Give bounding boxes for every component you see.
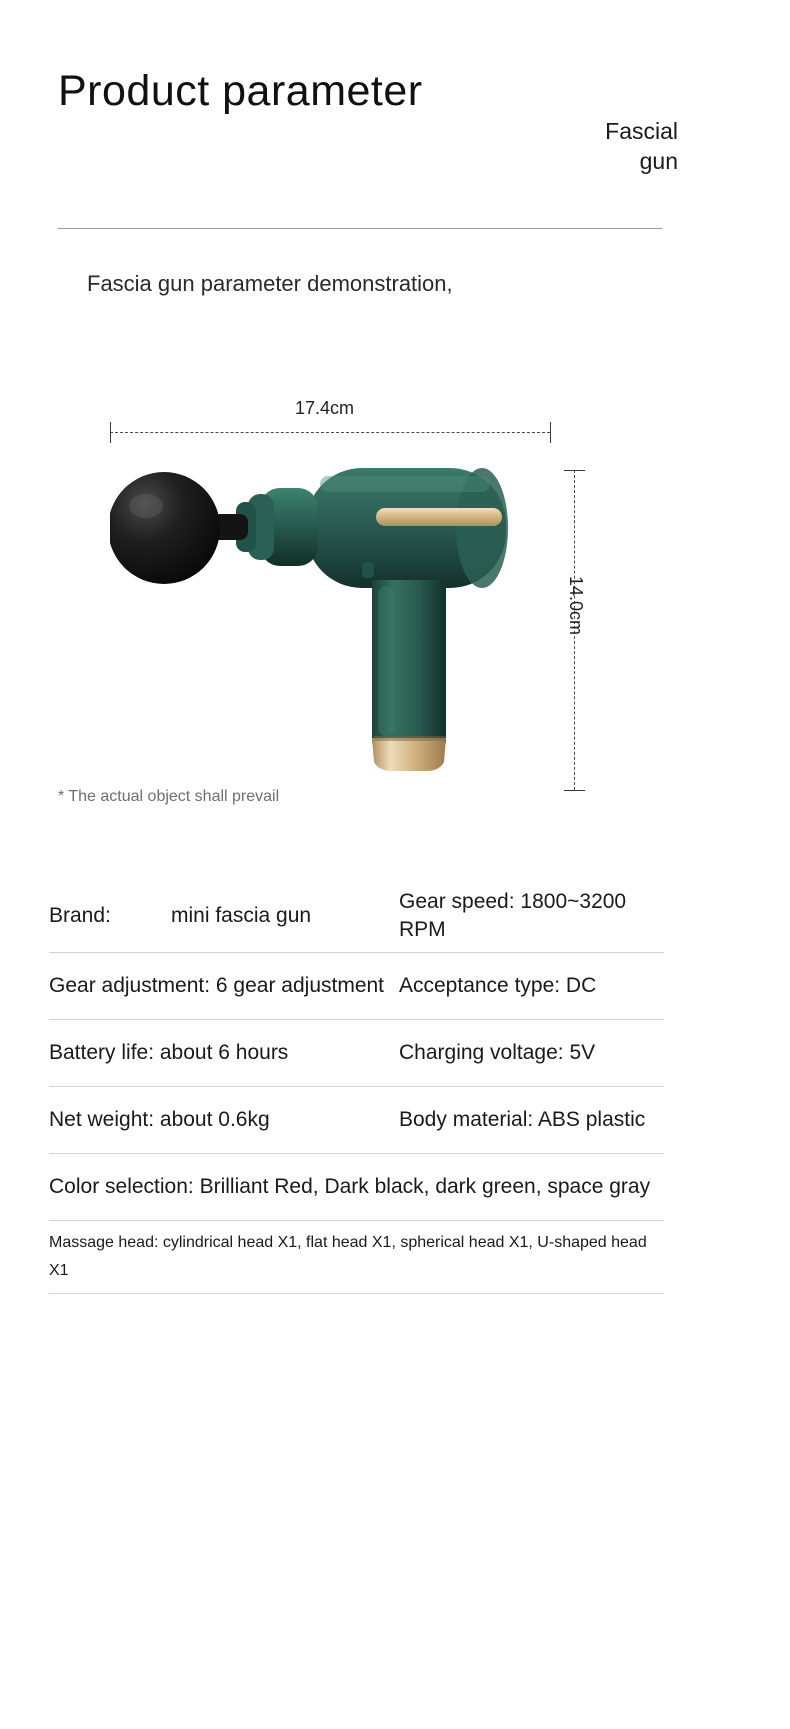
page-subtitle: Fascia gun parameter demonstration, — [87, 271, 453, 296]
page-header — [58, 62, 678, 192]
table-row — [49, 880, 664, 953]
spec-cell-brand — [49, 894, 399, 938]
product-category-line2: gun — [639, 148, 678, 174]
spec-cell-acceptance-type: Acceptance type: DC — [399, 974, 597, 997]
page-title: Product parameter — [58, 67, 423, 115]
width-dimension-label: 17.4cm — [295, 398, 355, 418]
table-row — [49, 953, 664, 1020]
header-divider — [58, 228, 662, 229]
table-row — [49, 1221, 664, 1294]
spec-cell-gear-adjustment: Gear adjustment: 6 gear adjustment — [49, 974, 385, 997]
spec-table — [49, 880, 664, 1294]
spec-cell-gear-speed: Gear speed: 1800~3200 RPM — [399, 890, 627, 941]
height-dimension-label: 14.0cm — [566, 576, 586, 636]
product-category-label — [508, 116, 678, 176]
width-dimension-cap-right — [550, 422, 551, 443]
width-dimension-cap-left — [110, 422, 111, 443]
diagram-footnote: * The actual object shall prevail — [58, 788, 280, 805]
spec-cell-battery-life: Battery life: about 6 hours — [49, 1041, 289, 1064]
product-diagram — [0, 380, 790, 840]
spec-label-brand: Brand: — [49, 904, 111, 927]
table-row — [49, 1087, 664, 1154]
spec-cell-body-material: Body material: ABS plastic — [399, 1108, 646, 1131]
spec-cell-charging-voltage: Charging voltage: 5V — [399, 1041, 596, 1064]
spec-value-brand: mini fascia gun — [171, 904, 312, 927]
width-dimension-line — [110, 432, 550, 433]
table-row — [49, 1154, 664, 1221]
product-category-line1: Fascial — [605, 118, 678, 144]
massage-gun-illustration — [110, 450, 570, 800]
table-row — [49, 1020, 664, 1087]
spec-cell-massage-head: Massage head: cylindrical head X1, flat head X1, spherical head X1, U-shaped head X1 — [49, 1234, 647, 1279]
spec-cell-net-weight: Net weight: about 0.6kg — [49, 1108, 270, 1131]
spec-cell-color-selection: Color selection: Brilliant Red, Dark black, dark green, space gray — [49, 1175, 651, 1198]
